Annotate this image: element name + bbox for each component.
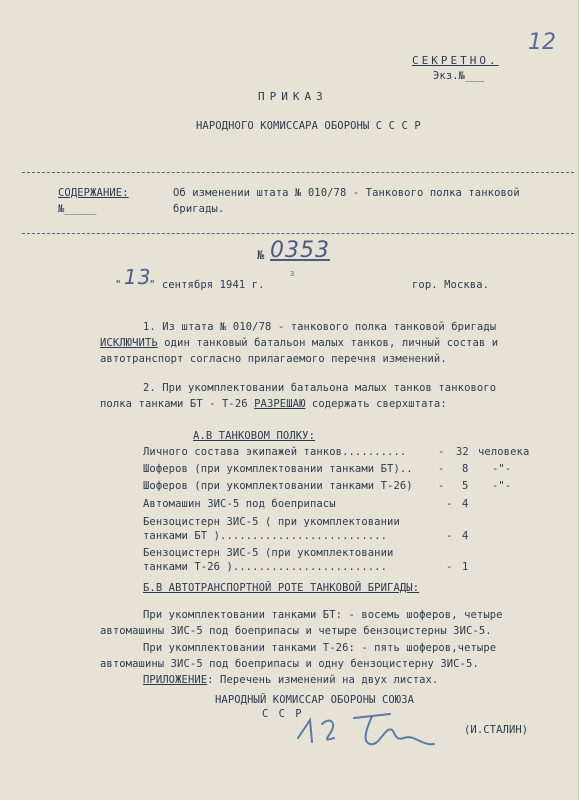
paragraph1-line1: 1. Из штата № 010/78 - танкового полка танковой бригады	[143, 321, 497, 333]
order-issuer: НАРОДНОГО КОМИССАРА ОБОРОНЫ С С С Р	[196, 120, 421, 132]
row-qty: 4	[462, 498, 469, 510]
separator-bottom	[22, 233, 574, 234]
section-a-heading: А.В ТАНКОВОМ ПОЛКУ:	[193, 430, 316, 442]
signature-title-line2: С С Р	[262, 708, 304, 720]
row-dash: -	[438, 446, 445, 458]
row-label: Личного состава экипажей танков..........	[143, 446, 407, 458]
paragraph1-line3: автотранспорт согласно прилагаемого перечня изменений.	[100, 353, 447, 365]
page-number-handwritten: 12	[528, 30, 556, 55]
row-label-line1: Бензоцистерн ЗИС-5 ( при укомплектовании	[143, 516, 400, 528]
row-dash: -	[446, 561, 453, 573]
signature-name: (И.СТАЛИН)	[464, 724, 529, 736]
paragraph2-line2: полка танками БТ - Т-26 РАЗРЕШАЮ содержать сверхштата:	[100, 398, 447, 410]
subject-label: СОДЕРЖАНИЕ:	[58, 187, 129, 199]
row-qty: 1	[462, 561, 469, 573]
keyword-exclude: ИСКЛЮЧИТЬ	[100, 337, 158, 349]
paragraph1-line2: ИСКЛЮЧИТЬ один танковый батальон малых танков, личный состав и	[100, 337, 499, 349]
pencil-tick-mark: 3	[290, 270, 295, 278]
row-dash: -	[446, 498, 453, 510]
row-label-line1: Бензоцистерн ЗИС-5 (при укомплектовании	[143, 547, 394, 559]
row-qty: 32	[456, 446, 469, 458]
secret-stamp: СЕКРЕТНО.	[412, 54, 499, 67]
appendix-label: ПРИЛОЖЕНИЕ	[143, 674, 208, 686]
copy-number: Экз.№___	[433, 70, 485, 82]
order-number-handwritten: 0353	[270, 238, 330, 263]
section-b-heading: Б.В АВТОТРАНСПОРТНОЙ РОТЕ ТАНКОВОЙ БРИГАДЫ:	[143, 582, 420, 594]
row-label: Автомашин ЗИС-5 под боеприпасы	[143, 498, 336, 510]
row-unit: -"-	[492, 463, 512, 475]
paragraph2-line1: 2. При укомплектовании батальона малых танков танкового	[143, 382, 497, 394]
row-qty: 4	[462, 530, 469, 542]
date-day-handwritten: 13	[124, 265, 152, 289]
order-title: ПРИКАЗ	[258, 90, 328, 103]
subject-text-line2: бригады.	[173, 203, 225, 215]
appendix-line: ПРИЛОЖЕНИЕ: Перечень изменений на двух листах.	[143, 674, 439, 686]
order-number-prefix: №	[257, 248, 265, 262]
section-b-p1-line2: автомашины ЗИС-5 под боеприпасы и четыре бензоцистерны ЗИС-5.	[100, 625, 492, 637]
row-dash: -	[438, 463, 445, 475]
row-label: Шоферов (при укомплектовании танками Т-26)	[143, 480, 413, 492]
place: гор. Москва.	[412, 279, 490, 291]
section-b-p2-line2: автомашины ЗИС-5 под боеприпасы и одну бензоцистерну ЗИС-5.	[100, 658, 479, 670]
row-dash: -	[438, 480, 445, 492]
row-label: Шоферов (при укомплектовании танками БТ)..	[143, 463, 413, 475]
date-open-quote: "	[115, 279, 122, 291]
subject-text-line1: Об изменении штата № 010/78 - Танкового полка танковой	[173, 187, 520, 199]
signature-title-line1: НАРОДНЫЙ КОМИССАР ОБОРОНЫ СОЮЗА	[215, 694, 415, 706]
section-b-p2-line1: При укомплектовании танками Т-26: - пять шоферов,четыре	[143, 642, 497, 654]
keyword-permit: РАЗРЕШАЮ	[254, 398, 306, 410]
date-month-year: " сентября 1941 г.	[149, 279, 265, 291]
row-label-line2: танками Т-26 )........................	[143, 561, 388, 573]
row-dash: -	[446, 530, 453, 542]
separator-top	[22, 172, 574, 173]
row-unit: человека	[478, 446, 530, 458]
row-qty: 5	[462, 480, 469, 492]
handwritten-signature	[292, 708, 452, 753]
row-label-line2: танками БТ )..........................	[143, 530, 388, 542]
section-b-p1-line1: При укомплектовании танками БТ: - восемь шоферов, четыре	[143, 609, 503, 621]
row-unit: -"-	[492, 480, 512, 492]
row-qty: 8	[462, 463, 469, 475]
subject-number: №_____	[58, 203, 97, 215]
